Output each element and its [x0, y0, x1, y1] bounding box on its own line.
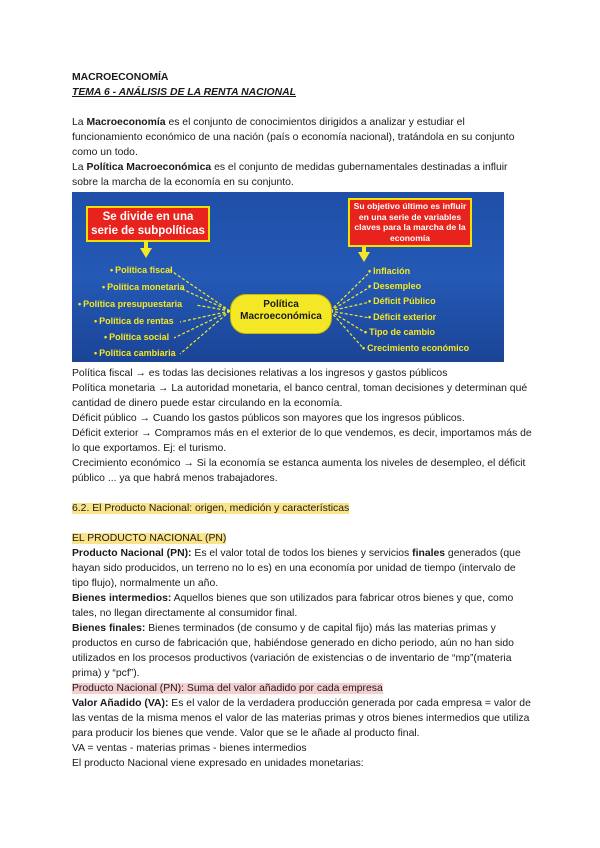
center-macro-policy: Política Macroeconómica — [230, 294, 332, 334]
policy-diagram — [72, 192, 504, 362]
valor-anadido-definition: Valor Añadido (VA): Es el valor de la verdadera producción generada por cada empresa = valor de las ventas de la misma menos el valor de las materias primas y otros bienes intermedios que utiliza para producir los bienes que vende. Valor que se le añade al producto final. — [72, 698, 531, 739]
left-arrow-stem — [144, 240, 148, 248]
definition-deficit-exterior: Déficit exterior → Compramos más en el exterior de lo que vendemos, es decir, importamos más de lo que exportamos. Ej: el turismo. — [72, 428, 532, 454]
right-item-deficit-publico: • Déficit Público — [368, 296, 436, 307]
left-item-monetaria: • Política monetaria — [102, 282, 185, 293]
right-item-tipo-cambio: • Tipo de cambio — [364, 327, 435, 338]
right-item-deficit-exterior: • Déficit exterior — [368, 312, 436, 323]
right-item-inflacion: • Inflación — [368, 266, 410, 277]
left-item-cambiaria: • Política cambiaria — [94, 348, 176, 359]
right-arrow-down-icon — [358, 252, 370, 262]
definition-monetaria: Política monetaria → La autoridad monetaria, el banco central, toman decisiones y determinan qué cantidad de dinero puede estar circulando en la economía. — [72, 383, 528, 409]
doc-subtitle: TEMA 6 - ANÁLISIS DE LA RENTA NACIONAL — [72, 87, 296, 98]
left-item-rentas: • Política de rentas — [94, 316, 174, 327]
right-item-desempleo: • Desempleo — [368, 281, 421, 292]
left-item-fiscal: • Política fiscal — [110, 265, 173, 276]
left-item-presupuestaria: • Política presupuestaria — [78, 299, 182, 310]
left-item-social: • Política social — [104, 332, 169, 343]
closing-line: El producto Nacional viene expresado en unidades monetarias: — [72, 758, 364, 769]
document-page — [72, 70, 532, 771]
va-formula: VA = ventas - materias primas - bienes intermedios — [72, 743, 307, 754]
objective-callout: Su objetivo último es influir en una serie de variables claves para la marcha de la economía — [348, 198, 472, 247]
definition-fiscal: Política fiscal → es todas las decisiones relativas a los ingresos y gastos públicos — [72, 368, 448, 379]
bienes-finales-definition: Bienes finales: Bienes terminados (de consumo y de capital fijo) más las materias primas y productos en curso de fabricación que, habiéndose generado en dicho periodo, aún no han sido utilizados en los procesos productivos (variación de existencias o de inventario de “mp”(materia prima) y “pcf”). — [72, 623, 514, 679]
left-arrow-down-icon — [140, 248, 152, 258]
pn-definition: Producto Nacional (PN): Es el valor total de todos los bienes y servicios finales generados (que hayan sido producidos, un terreno no lo es) en una economía por unidad de tiempo (intervalo de tipo flujo), normalmente un año. — [72, 548, 521, 589]
pn-heading: EL PRODUCTO NACIONAL (PN) — [72, 533, 227, 544]
definition-deficit-publico: Déficit público → Cuando los gastos públicos son mayores que los ingresos públicos. — [72, 413, 465, 424]
section-heading: 6.2. El Producto Nacional: origen, medición y características — [72, 503, 350, 514]
intro-paragraph-policy: La Política Macroeconómica es el conjunto de medidas gubernamentales destinadas a influir sobre la marcha de la economía en su conjunto. — [72, 162, 508, 188]
definition-crecimiento: Crecimiento económico → Si la economía se estanca aumenta los niveles de desempleo, el déficit público ... ya que habrá menos trabajadores. — [72, 458, 526, 484]
right-item-crecimiento: • Crecimiento económico — [362, 343, 469, 354]
bienes-intermedios-definition: Bienes intermedios: Aquellos bienes que son utilizados para fabricar otros bienes y que, como tales, no llegan directamente al consumidor final. — [72, 593, 514, 619]
subpolicies-callout: Se divide en una serie de subpolíticas — [86, 206, 210, 242]
pn-sum-highlight: Producto Nacional (PN): Suma del valor añadido por cada empresa — [72, 683, 383, 694]
doc-title: MACROECONOMÍA — [72, 72, 169, 83]
intro-paragraph-macro: La Macroeconomía es el conjunto de conocimientos dirigidos a analizar y estudiar el funcionamiento económico de una nación (país o economía nacional), tratándola en su conjunto como un todo. — [72, 117, 515, 158]
